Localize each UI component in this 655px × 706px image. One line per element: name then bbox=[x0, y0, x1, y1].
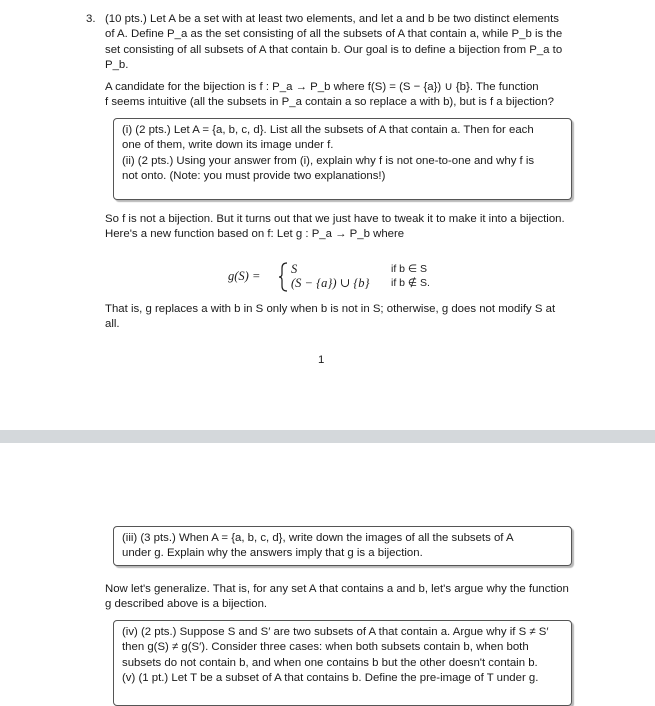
question-box-iv-v bbox=[113, 620, 572, 706]
part-i-line-2: one of them, write down its image under f. bbox=[122, 139, 334, 152]
question-box-iii bbox=[113, 526, 572, 566]
part-iii-line-2: under g. Explain why the answers imply that g is a bijection. bbox=[122, 547, 423, 560]
intro-line-1: (10 pts.) Let A be a set with at least two elements, and let a and b be two distinct elements bbox=[105, 13, 559, 25]
intro-paragraph bbox=[105, 12, 585, 74]
question-number: 3. bbox=[86, 13, 96, 25]
tweak-paragraph bbox=[105, 212, 585, 243]
piecewise-lhs: g(S) = bbox=[228, 269, 261, 283]
case-2-condition: if b ∉ S. bbox=[391, 277, 430, 289]
tweak-line-1: So f is not a bijection. But it turns out that we just have to tweak it to make it into a bijection. bbox=[105, 213, 565, 225]
tweak-line-2: Here's a new function based on f: Let g : P_a → P_b where bbox=[105, 228, 405, 241]
part-iv-line-2: then g(S) ≠ g(S′). Consider three cases: when both subsets contain b, when both bbox=[122, 641, 529, 654]
part-iii-line-1: (iii) (3 pts.) When A = {a, b, c, d}, write down the images of all the subsets of A bbox=[122, 532, 514, 544]
page-separator bbox=[0, 430, 655, 443]
part-v-line-1: (v) (1 pt.) Let T be a subset of A that contains b. Define the pre-image of T under g. bbox=[122, 672, 539, 685]
intro-line-2: of A. Define P_a as the set consisting of all the subsets of A that contain a, while P_b is the bbox=[105, 28, 563, 41]
candidate-paragraph bbox=[105, 80, 585, 111]
generalize-paragraph bbox=[105, 582, 585, 613]
that-is-line-2: all. bbox=[105, 318, 120, 331]
that-is-paragraph bbox=[105, 302, 585, 333]
case-1-expression: S bbox=[291, 262, 298, 276]
generalize-line-2: g described above is a bijection. bbox=[105, 598, 268, 611]
generalize-line-1: Now let's generalize. That is, for any set A that contains a and b, let's argue why the function bbox=[105, 583, 569, 595]
left-brace-icon bbox=[278, 262, 288, 292]
part-ii-line-1: (ii) (2 pts.) Using your answer from (i), explain why f is not one-to-one and why f is bbox=[122, 154, 535, 167]
part-i-line-1: (i) (2 pts.) Let A = {a, b, c, d}. List all the subsets of A that contain a. Then for each bbox=[122, 124, 534, 136]
candidate-line-1: A candidate for the bijection is f : P_a → P_b where f(S) = (S − {a}) ∪ {b}. The function bbox=[105, 81, 539, 93]
part-ii-line-2: not onto. (Note: you must provide two explanations!) bbox=[122, 170, 386, 183]
intro-line-3: set consisting of all subsets of A that contain b. Our goal is to define a bijection from P_a to bbox=[105, 43, 563, 56]
candidate-line-2: f seems intuitive (all the subsets in P_a contain a so replace a with b), but is f a bijection? bbox=[105, 96, 554, 109]
case-2-expression: (S − {a}) ∪ {b} bbox=[291, 276, 370, 290]
case-1-condition: if b ∈ S bbox=[391, 263, 427, 275]
question-box-i-ii bbox=[113, 118, 572, 200]
piecewise-definition bbox=[228, 262, 478, 292]
page-number: 1 bbox=[318, 354, 325, 366]
intro-line-4: P_b. bbox=[105, 59, 129, 72]
part-iv-line-3: subsets do not contain b, and when one contains b but the other doesn't contain b. bbox=[122, 656, 538, 669]
that-is-line-1: That is, g replaces a with b in S only when b is not in S; otherwise, g does not modify S at bbox=[105, 303, 556, 315]
part-iv-line-1: (iv) (2 pts.) Suppose S and S′ are two subsets of A that contain a. Argue why if S ≠ S′ bbox=[122, 626, 549, 638]
